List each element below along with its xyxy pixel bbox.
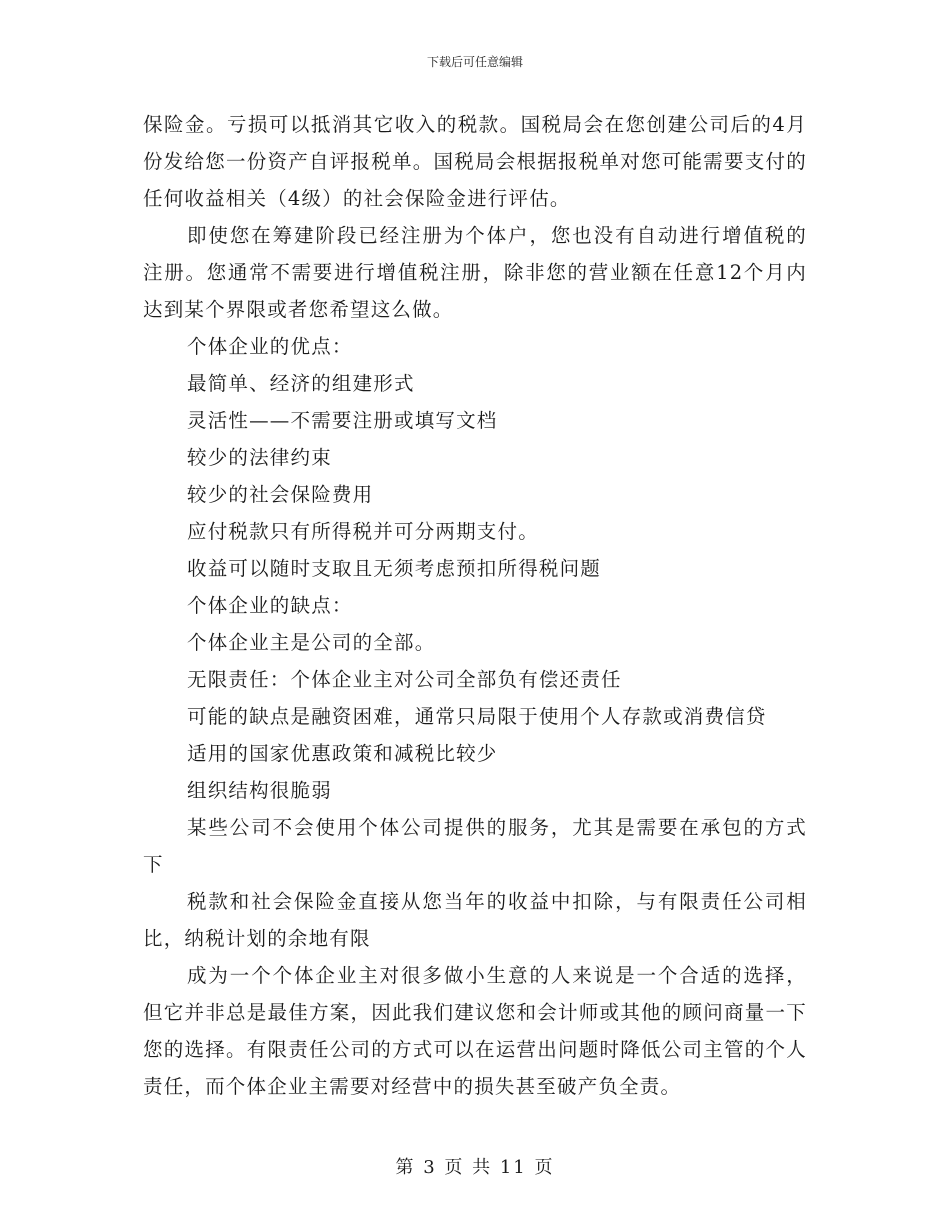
list-item: 可能的缺点是融资困难，通常只局限于使用个人存款或消费信贷 bbox=[187, 705, 767, 728]
list-item: 较少的法律约束 bbox=[187, 446, 332, 469]
page-number: 第 3 页 共 11 页 bbox=[395, 1157, 555, 1178]
list-item: 最简单、经济的组建形式 bbox=[187, 372, 415, 395]
paragraph: 保险金。亏损可以抵消其它收入的税款。国税局会在您创建公司后的4月份发给您一份资产自评报税单。国税局会根据报税单对您可能需要支付的任何收益相关（4级）的社会保险金进行评估。 bbox=[143, 113, 807, 210]
list-item: 适用的国家优惠政策和减税比较少 bbox=[187, 742, 498, 765]
section-heading-advantages: 个体企业的优点： bbox=[187, 335, 353, 358]
section-heading-disadvantages: 个体企业的缺点： bbox=[187, 594, 353, 617]
list-item: 收益可以随时支取且无须考虑预扣所得税问题 bbox=[187, 557, 602, 580]
list-item: 灵活性——不需要注册或填写文档 bbox=[187, 409, 498, 432]
paragraph: 成为一个个体企业主对很多做小生意的人来说是一个合适的选择，但它并非总是最佳方案，因此我们建议您和会计师或其他的顾问商量一下您的选择。有限责任公司的方式可以在运营出问题时降低公司主管的个人责任，而个体企业主需要对经营中的损失甚至破产负全责。 bbox=[143, 964, 807, 1098]
list-item: 较少的社会保险费用 bbox=[187, 483, 374, 506]
list-item: 组织结构很脆弱 bbox=[187, 779, 332, 802]
page-header: 下载后可任意编辑 bbox=[426, 55, 523, 69]
paragraph: 税款和社会保险金直接从您当年的收益中扣除，与有限责任公司相比，纳税计划的余地有限 bbox=[143, 890, 807, 950]
list-item: 个体企业主是公司的全部。 bbox=[187, 631, 436, 654]
list-item: 应付税款只有所得税并可分两期支付。 bbox=[187, 520, 539, 543]
paragraph: 即使您在筹建阶段已经注册为个体户，您也没有自动进行增值税的注册。您通常不需要进行增值税注册，除非您的营业额在任意12个月内达到某个界限或者您希望这么做。 bbox=[143, 224, 807, 321]
paragraph: 某些公司不会使用个体公司提供的服务，尤其是需要在承包的方式下 bbox=[143, 816, 807, 876]
list-item: 无限责任：个体企业主对公司全部负有偿还责任 bbox=[187, 668, 622, 691]
document-body bbox=[143, 106, 807, 1105]
